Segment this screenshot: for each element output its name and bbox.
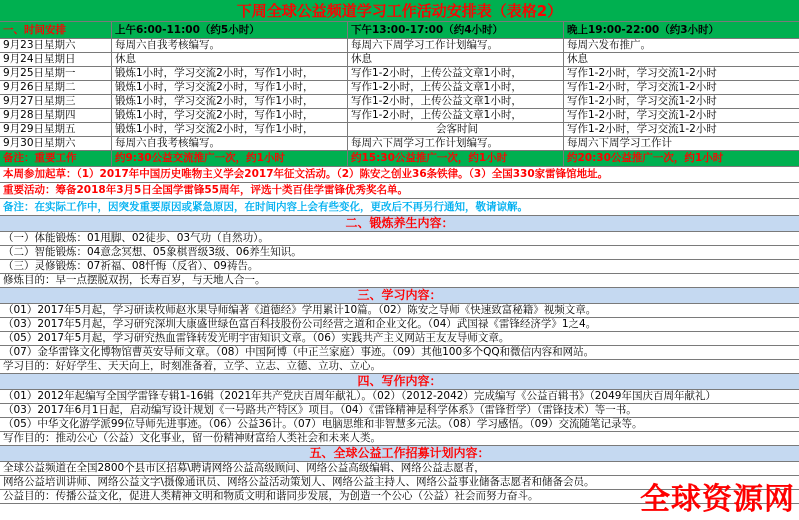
morning-cell: 锻炼1小时，学习交流2小时，写作1小时， — [112, 67, 348, 80]
remark-text: 备注：在实际工作中，因突发重要原因或紧急原因，在时间内容上会有些变化，更改后不再另行通知，敬请谅解。 — [3, 201, 528, 213]
date-cell: 9月28日星期四 — [0, 109, 112, 122]
title-row — [0, 0, 799, 22]
drafting-text: 本周参加起草：（1）2017年中国历史唯物主义学会2017年征文活动。（2）陈安之创业36条铁律。（3）全国330家雷锋馆地址。 — [3, 168, 609, 180]
section4-item — [0, 432, 799, 446]
section3-item — [0, 346, 799, 360]
morning-cell: 锻炼1小时，学习交流2小时，写作1小时， — [112, 81, 348, 94]
evening-cell: 写作1-2小时，学习交流1-2小时 — [567, 109, 717, 121]
header-morning: 上午6:00-11:00（约5小时） — [112, 22, 348, 38]
section3-text: （03）2017年5月起，学习研究深圳大康盛世绿色富百科技股份公司经营之道和企业文化。（04）武国禄《雷锋经济学》1之4。 — [3, 318, 597, 330]
section4-heading-row — [0, 374, 799, 390]
afternoon-cell: 每周六下周学习工作计划编写。 — [348, 137, 564, 150]
date-cell: 9月24日星期日 — [0, 53, 112, 66]
section3-text: 学习目的：好好学生、天天向上，时刻准备着，立学、立志、立德、立功、立心。 — [3, 360, 381, 372]
section2-text: 修炼目的：早一点摆脱双拐，长寿百岁，与天地人合一。 — [3, 274, 266, 286]
schedule-row — [0, 137, 799, 151]
schedule-row — [0, 53, 799, 67]
evening-cell: 写作1-2小时，学习交流1-2小时 — [567, 95, 717, 107]
important-activity-row — [0, 183, 799, 199]
section3-item — [0, 318, 799, 332]
header-row — [0, 22, 799, 39]
section2-text: （三）灵修锻炼：07祈福、08忏悔（反省）、09祷告。 — [3, 260, 259, 272]
afternoon-cell: 写作1-2小时，上传公益文章1小时， — [348, 81, 564, 94]
section2-item — [0, 246, 799, 260]
schedule-row — [0, 39, 799, 53]
section4-heading: 四、写作内容： — [357, 374, 442, 388]
evening-cell: 写作1-2小时，学习交流1-2小时 — [567, 67, 717, 79]
morning-cell: 锻炼1小时，学习交流2小时，写作1小时， — [112, 123, 348, 136]
afternoon-cell: 写作1-2小时，上传公益文章1小时， — [348, 95, 564, 108]
section5-text: 公益目的：传播公益文化，促进人类精神文明和物质文明和谐同步发展，为创造一个公心（公益）社会而努力奋斗。 — [3, 490, 539, 502]
schedule-row — [0, 109, 799, 123]
section5-text: 全球公益频道在全国2800个县市区招募\聘请网络公益高级顾问、网络公益高级编辑、网络公益志愿者， — [3, 462, 485, 474]
afternoon-cell: 会客时间 — [348, 123, 564, 136]
sheet-title: 下周全球公益频道学习工作活动安排表（表格2） — [236, 2, 563, 20]
section3-heading: 三、学习内容： — [357, 288, 442, 302]
schedule-row — [0, 81, 799, 95]
note-label: 备注：重要工作 — [0, 151, 112, 166]
important-activity-text: 重要活动：筹备2018年3月5日全国学雷锋55周年，评选十类百佳学雷锋优秀奖名单。 — [3, 184, 408, 196]
schedule-row — [0, 67, 799, 81]
section4-item — [0, 404, 799, 418]
section4-text: （05）中华文化游学派99位导师先进事迹。（06）公益36计。（07）电脑思维和非智慧多元法。（08）学习感悟。（09）交流随笔记录等。 — [3, 418, 643, 430]
section3-item — [0, 304, 799, 318]
section2-item — [0, 260, 799, 274]
section2-text: （二）智能锻炼：04意念冥想、05象棋晋级3级、06养生知识。 — [3, 246, 302, 258]
schedule-row — [0, 95, 799, 109]
section3-text: （05）2017年5月起，学习研究热血雷锋转发光明宇宙知识文章。（06）实践共产主义网站王友友导师文章。 — [3, 332, 510, 344]
section5-heading-row — [0, 446, 799, 462]
date-cell: 9月26日星期二 — [0, 81, 112, 94]
evening-cell: 写作1-2小时，学习交流1-2小时 — [567, 81, 717, 93]
date-cell: 9月30日星期六 — [0, 137, 112, 150]
evening-cell: 每周六发布推广。 — [567, 39, 651, 51]
section2-text: （一）体能锻炼：01甩脚、02徒步、03气功（自然功）。 — [3, 232, 269, 244]
afternoon-cell: 写作1-2小时，上传公益文章1小时， — [348, 67, 564, 80]
date-cell: 9月29日星期五 — [0, 123, 112, 136]
note-morning: 约9:30公益交流推广一次，约1小时 — [112, 151, 348, 166]
header-afternoon: 下午13:00-17:00（约4小时） — [348, 22, 564, 38]
drafting-row — [0, 167, 799, 183]
section3-heading-row — [0, 288, 799, 304]
remark-row — [0, 199, 799, 216]
section3-item — [0, 332, 799, 346]
section4-text: 写作目的：推动公心（公益）文化事业，留一份精神财富给人类社会和未来人类。 — [3, 432, 381, 444]
date-cell: 9月23日星期六 — [0, 39, 112, 52]
morning-cell: 每周六自我考核编写。 — [112, 39, 348, 52]
note-afternoon: 约15:30公益推广一次，约1小时 — [348, 151, 564, 166]
morning-cell: 锻炼1小时，学习交流2小时，写作1小时， — [112, 95, 348, 108]
morning-cell: 休息 — [112, 53, 348, 66]
evening-cell: 休息 — [567, 53, 588, 65]
evening-cell: 写作1-2小时，学习交流1-2小时 — [567, 123, 717, 135]
section2-item — [0, 274, 799, 288]
date-cell: 9月25日星期一 — [0, 67, 112, 80]
section4-text: （03）2017年6月1日起，启动编写设计规划《一号路共产特区》项目。（04）《雷锋精神是科学体系》（雷锋哲学）（雷锋技术）等一书。 — [3, 404, 637, 416]
section3-text: （07）金华雷锋文化博物馆曹英安导师文章。（08）中国阿博（中正兰家庭）事迹。（09）其他100多个QQ和微信内容和网站。 — [3, 346, 595, 358]
important-work-row — [0, 151, 799, 167]
section2-item — [0, 232, 799, 246]
afternoon-cell: 休息 — [348, 53, 564, 66]
date-cell: 9月27日星期三 — [0, 95, 112, 108]
afternoon-cell: 每周六下周学习工作计划编写。 — [348, 39, 564, 52]
section3-item — [0, 360, 799, 374]
morning-cell: 每周六自我考核编写。 — [112, 137, 348, 150]
section4-text: （01）2012年起编写全国学雷锋专辑1-16辑（2021年共产党庆百周年献礼）。（02）（2012-2042）完成编写《公益百辑书》（2049年国庆百周年献礼） — [3, 390, 716, 402]
note-evening: 约20:30公益推广一次，约1小时 — [567, 152, 724, 164]
evening-cell: 每周六下周学习工作计 — [567, 137, 672, 149]
section2-heading: 二、锻炼养生内容： — [345, 216, 454, 230]
afternoon-cell: 写作1-2小时，上传公益文章1小时， — [348, 109, 564, 122]
section3-text: （01）2017年5月起，学习研读枚师赵氷果导师编著《道德经》学用累计10篇。（02）陈安之导师《快速致富秘籍》视频文章。 — [3, 304, 597, 316]
watermark-logo: 全球资源网 — [640, 482, 795, 517]
morning-cell: 锻炼1小时，学习交流2小时，写作1小时， — [112, 109, 348, 122]
header-evening: 晚上19:00-22:00（约3小时） — [567, 24, 720, 36]
section2-heading-row — [0, 216, 799, 232]
section5-heading: 五、全球公益工作招募计划内容： — [309, 446, 490, 460]
header-time: 一、时间安排 — [0, 22, 112, 38]
section5-text: 网络公益培训讲师、网络公益文字\摄像通讯员、网络公益活动策划人、网络公益主持人、网络公益事业储备志愿者和储备会员。 — [3, 476, 595, 488]
section4-item — [0, 390, 799, 404]
section4-item — [0, 418, 799, 432]
schedule-row — [0, 123, 799, 137]
